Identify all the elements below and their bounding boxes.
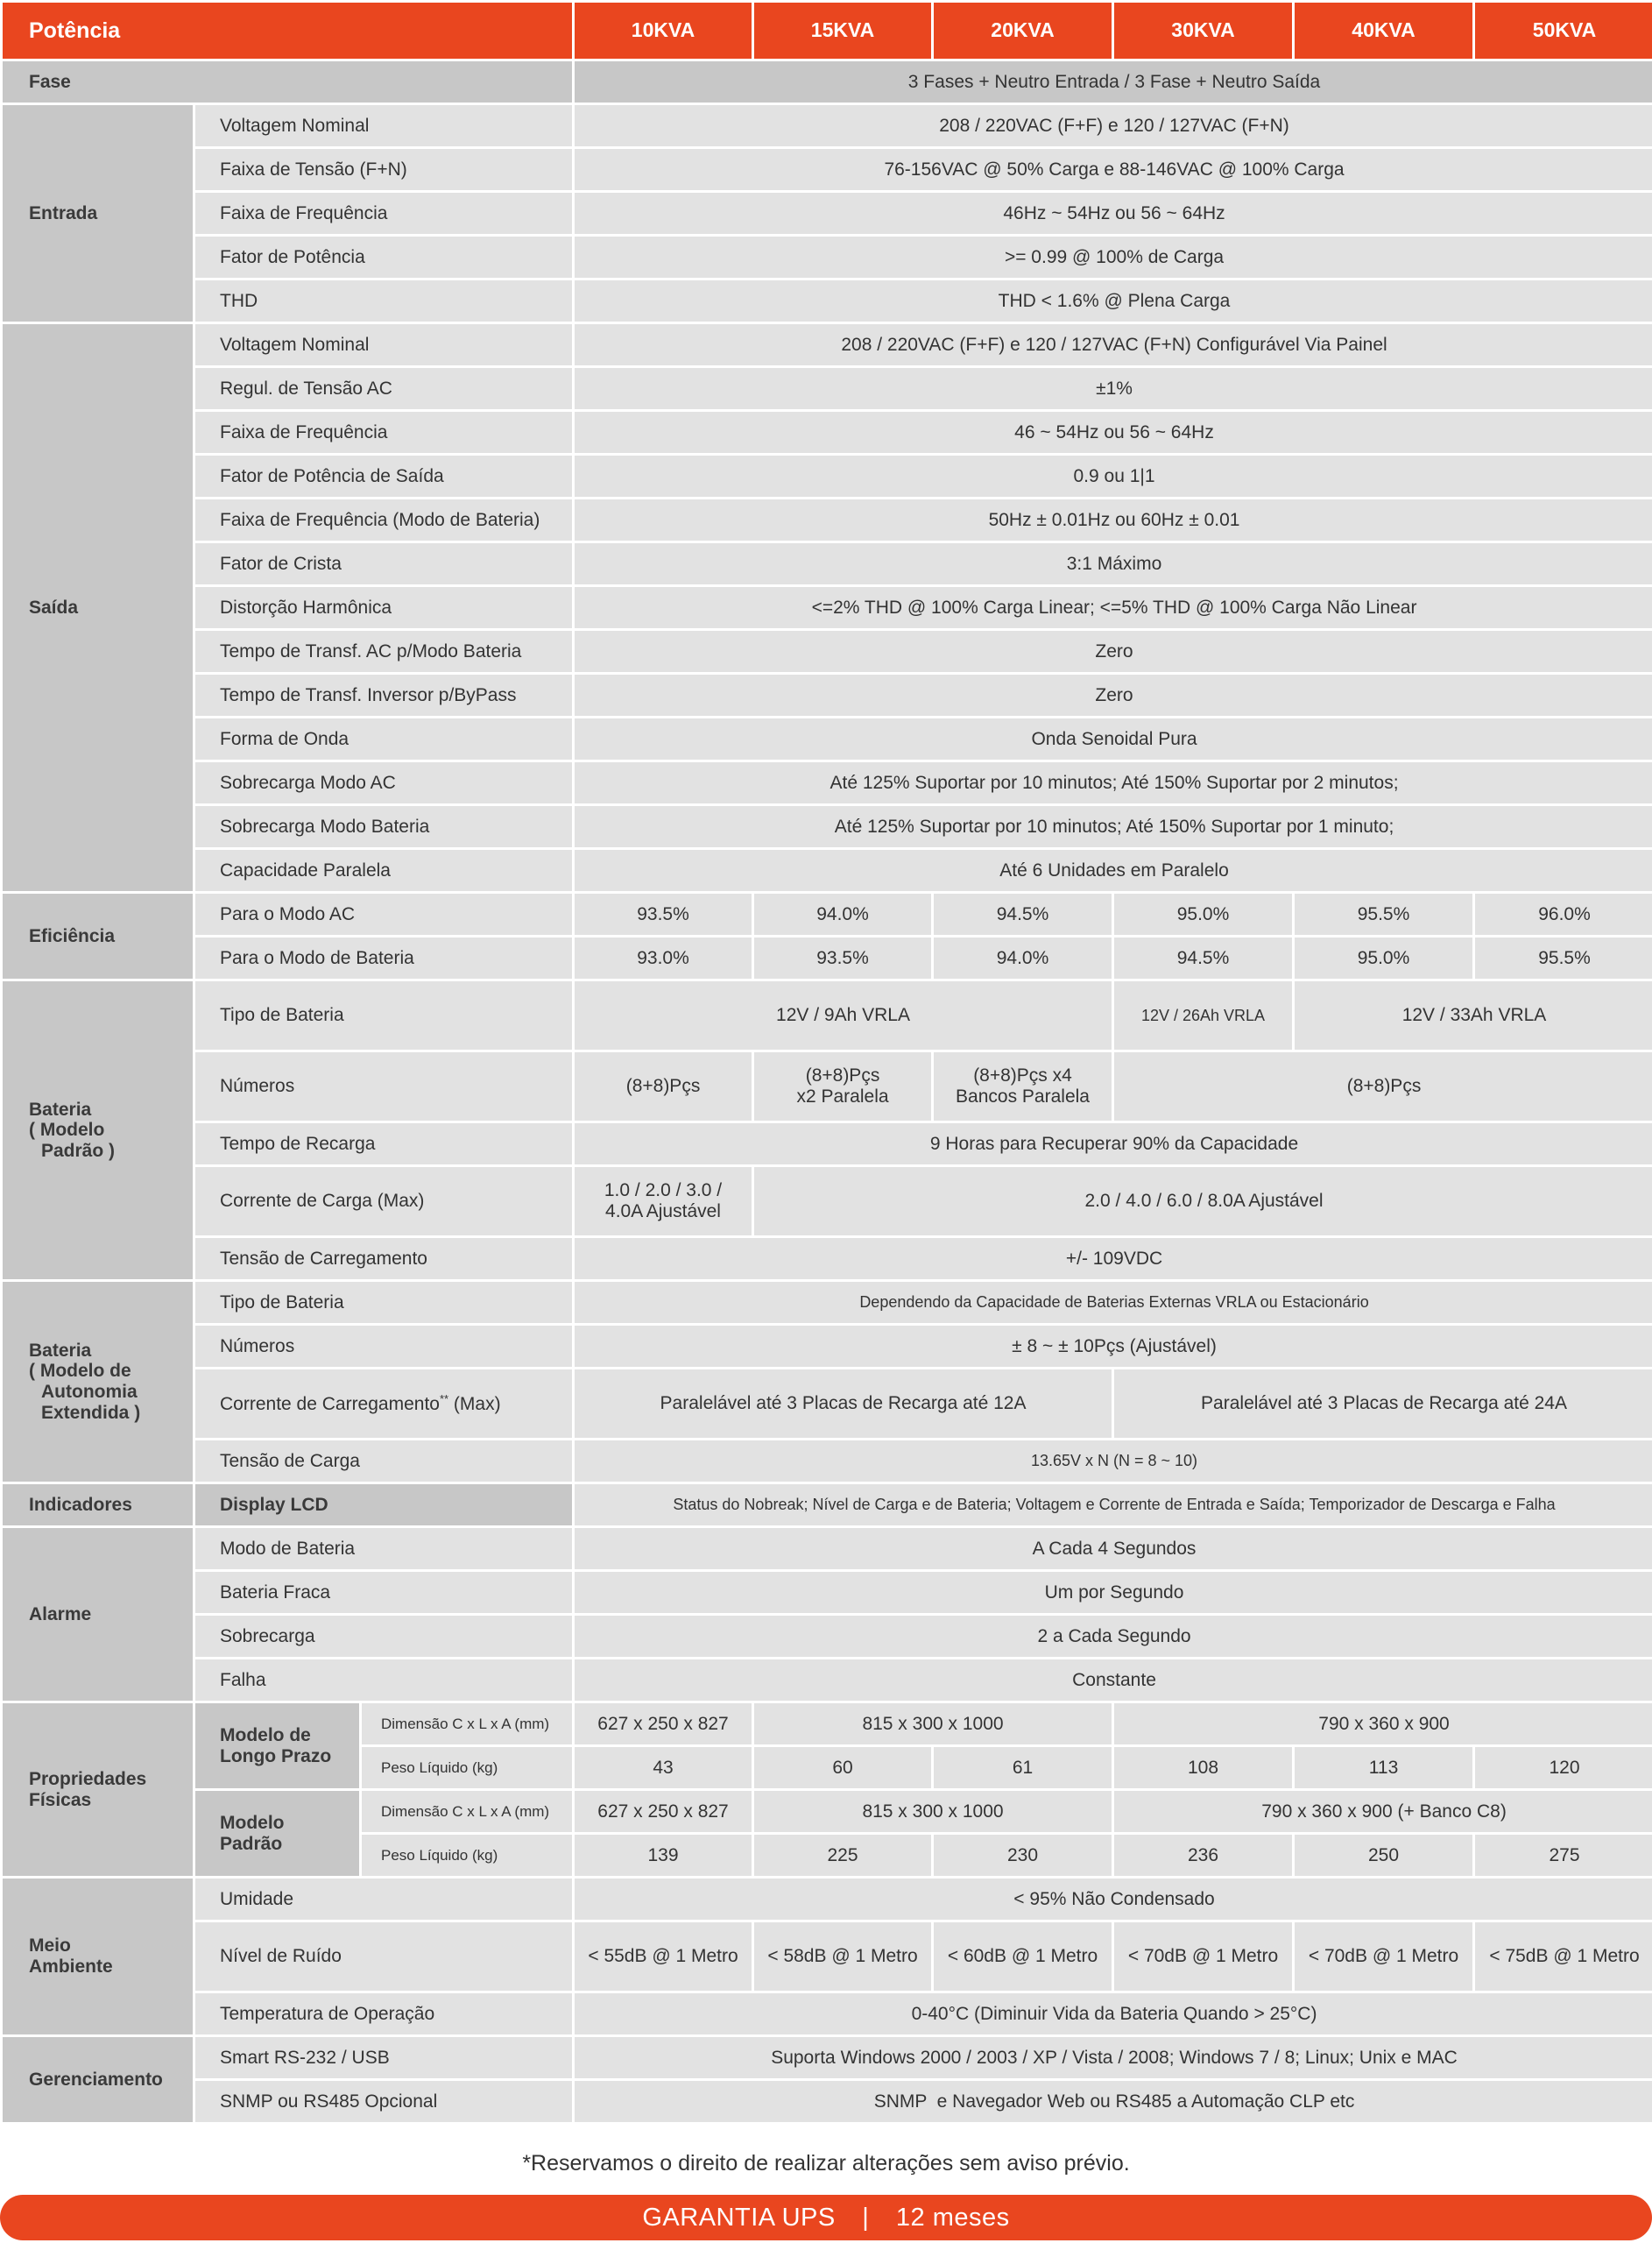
row-label: Modo de Bateria xyxy=(195,1528,572,1569)
group-label: Entrada xyxy=(3,105,193,322)
group-label-line: Meio xyxy=(29,1935,71,1956)
row-value: < 55dB @ 1 Metro xyxy=(575,1922,752,1991)
table-row xyxy=(3,61,1652,103)
table-row xyxy=(3,499,1652,541)
table-row xyxy=(3,762,1652,803)
row-value: Dependendo da Capacidade de Baterias Externas VRLA ou Estacionário xyxy=(575,1282,1652,1323)
table-row xyxy=(3,456,1652,497)
row-value: 3:1 Máximo xyxy=(575,543,1652,584)
table-row xyxy=(3,894,1652,935)
model-15kva: 15KVA xyxy=(754,3,931,59)
row-value: 12V / 26Ah VRLA xyxy=(1114,981,1292,1050)
row-label: SNMP ou RS485 Opcional xyxy=(195,2081,572,2122)
row-label: Distorção Harmônica xyxy=(195,587,572,628)
row-value: 12V / 33Ah VRLA xyxy=(1295,981,1652,1050)
row-value: 95.5% xyxy=(1295,894,1472,935)
row-value: 76-156VAC @ 50% Carga e 88-146VAC @ 100% Carga xyxy=(575,149,1652,190)
group-label: Fase xyxy=(3,61,572,103)
row-label: Sobrecarga Modo Bateria xyxy=(195,806,572,847)
model-20kva: 20KVA xyxy=(934,3,1112,59)
row-label: Falha xyxy=(195,1659,572,1701)
group-label-line: Bateria xyxy=(29,1099,92,1120)
row-label-text: Corrente de Carregamento xyxy=(220,1393,440,1414)
model-50kva: 50KVA xyxy=(1475,3,1652,59)
row-value: 94.5% xyxy=(934,894,1112,935)
warranty-label: GARANTIA UPS xyxy=(642,2204,836,2232)
row-label xyxy=(195,1369,572,1438)
row-value: (8+8)Pçs xyxy=(575,1052,752,1121)
row-value: >= 0.99 @ 100% de Carga xyxy=(575,237,1652,278)
table-row xyxy=(3,1659,1652,1701)
value-line: 1.0 / 2.0 / 3.0 / xyxy=(604,1180,723,1201)
row-label: Tempo de Transf. Inversor p/ByPass xyxy=(195,675,572,716)
row-value: (8+8)Pçs xyxy=(1114,1052,1652,1121)
row-label: Temperatura de Operação xyxy=(195,1993,572,2034)
row-label: Faixa de Frequência (Modo de Bateria) xyxy=(195,499,572,541)
row-label: Tempo de Recarga xyxy=(195,1123,572,1164)
row-value: 94.5% xyxy=(1114,938,1292,979)
table-row xyxy=(3,1326,1652,1367)
subgroup-label-line: Modelo de xyxy=(220,1724,311,1745)
row-label: Números xyxy=(195,1326,572,1367)
group-label xyxy=(3,1879,193,2034)
row-value: 93.5% xyxy=(575,894,752,935)
row-value: 208 / 220VAC (F+F) e 120 / 127VAC (F+N) Configurável Via Painel xyxy=(575,324,1652,365)
row-label: Tensão de Carregamento xyxy=(195,1238,572,1279)
row-value xyxy=(575,1167,752,1235)
row-value: Até 6 Unidades em Paralelo xyxy=(575,850,1652,891)
row-label: Sobrecarga Modo AC xyxy=(195,762,572,803)
row-value: 94.0% xyxy=(754,894,931,935)
row-value: 0-40°C (Diminuir Vida da Bateria Quando > 25°C) xyxy=(575,1993,1652,2034)
table-row xyxy=(3,1791,1652,1832)
row-value: 50Hz ± 0.01Hz ou 60Hz ± 0.01 xyxy=(575,499,1652,541)
group-label: Saída xyxy=(3,324,193,891)
table-row xyxy=(3,543,1652,584)
table-row xyxy=(3,1167,1652,1235)
row-value: 275 xyxy=(1475,1835,1652,1876)
footnote-marker: ** xyxy=(439,1391,449,1405)
group-label: Gerenciamento xyxy=(3,2037,193,2122)
row-value: Onda Senoidal Pura xyxy=(575,718,1652,760)
row-value: SNMP e Navegador Web ou RS485 a Automação CLP etc xyxy=(575,2081,1652,2122)
table-row xyxy=(3,149,1652,190)
table-row xyxy=(3,1572,1652,1613)
row-label: Forma de Onda xyxy=(195,718,572,760)
row-value: <=2% THD @ 100% Carga Linear; <=5% THD @ 100% Carga Não Linear xyxy=(575,587,1652,628)
group-label-line: Bateria xyxy=(29,1340,92,1361)
table-row xyxy=(3,1123,1652,1164)
row-value: Zero xyxy=(575,675,1652,716)
subgroup-label-line: Padrão xyxy=(220,1833,283,1854)
row-value: Paralelável até 3 Placas de Recarga até 24A xyxy=(1114,1369,1652,1438)
group-label-line: Extendida ) xyxy=(41,1402,141,1423)
row-value: 2.0 / 4.0 / 6.0 / 8.0A Ajustável xyxy=(754,1167,1652,1235)
row-label: Peso Líquido (kg) xyxy=(362,1747,572,1788)
row-label: Tipo de Bateria xyxy=(195,981,572,1050)
row-value: 790 x 360 x 900 (+ Banco C8) xyxy=(1114,1791,1652,1832)
row-value: Suporta Windows 2000 / 2003 / XP / Vista / 2008; Windows 7 / 8; Linux; Unix e MAC xyxy=(575,2037,1652,2078)
row-value: A Cada 4 Segundos xyxy=(575,1528,1652,1569)
row-label: Faixa de Frequência xyxy=(195,193,572,234)
warranty-separator: | xyxy=(862,2204,870,2232)
subgroup-label-line: Modelo xyxy=(220,1812,285,1833)
row-value: 96.0% xyxy=(1475,894,1652,935)
group-label-line: Ambiente xyxy=(29,1956,113,1977)
row-label: Fator de Crista xyxy=(195,543,572,584)
row-label: Nível de Ruído xyxy=(195,1922,572,1991)
row-value: 13.65V x N (N = 8 ~ 10) xyxy=(575,1440,1652,1482)
table-row xyxy=(3,806,1652,847)
row-value: 93.5% xyxy=(754,938,931,979)
row-value: 208 / 220VAC (F+F) e 120 / 127VAC (F+N) xyxy=(575,105,1652,146)
row-value: 93.0% xyxy=(575,938,752,979)
row-value: < 70dB @ 1 Metro xyxy=(1114,1922,1292,1991)
table-row xyxy=(3,631,1652,672)
row-value: 46Hz ~ 54Hz ou 56 ~ 64Hz xyxy=(575,193,1652,234)
row-value xyxy=(754,1052,931,1121)
row-value: 108 xyxy=(1114,1747,1292,1788)
table-row xyxy=(3,1369,1652,1438)
row-value: ± 8 ~ ± 10Pçs (Ajustável) xyxy=(575,1326,1652,1367)
table-row xyxy=(3,587,1652,628)
model-10kva: 10KVA xyxy=(575,3,752,59)
row-label: Peso Líquido (kg) xyxy=(362,1835,572,1876)
row-label: Tempo de Transf. AC p/Modo Bateria xyxy=(195,631,572,672)
row-value: 627 x 250 x 827 xyxy=(575,1791,752,1832)
model-30kva: 30KVA xyxy=(1114,3,1292,59)
header-title: Potência xyxy=(3,3,572,59)
warranty-banner xyxy=(0,2195,1652,2240)
table-row xyxy=(3,237,1652,278)
group-label: Eficiência xyxy=(3,894,193,979)
table-row xyxy=(3,368,1652,409)
table-row xyxy=(3,1528,1652,1569)
row-label: Regul. de Tensão AC xyxy=(195,368,572,409)
table-row xyxy=(3,324,1652,365)
row-value: 225 xyxy=(754,1835,931,1876)
row-label: Bateria Fraca xyxy=(195,1572,572,1613)
row-value: 3 Fases + Neutro Entrada / 3 Fase + Neutro Saída xyxy=(575,61,1652,103)
row-label: Dimensão C x L x A (mm) xyxy=(362,1703,572,1744)
header-row xyxy=(3,3,1652,59)
row-label: Números xyxy=(195,1052,572,1121)
row-value: +/- 109VDC xyxy=(575,1238,1652,1279)
row-value: 815 x 300 x 1000 xyxy=(754,1791,1112,1832)
row-value: Até 125% Suportar por 10 minutos; Até 150% Suportar por 2 minutos; xyxy=(575,762,1652,803)
row-value: ±1% xyxy=(575,368,1652,409)
group-label xyxy=(3,1703,193,1876)
table-row xyxy=(3,1052,1652,1121)
row-value: Um por Segundo xyxy=(575,1572,1652,1613)
subgroup-label xyxy=(195,1791,359,1876)
row-label: Para o Modo de Bateria xyxy=(195,938,572,979)
row-value: 60 xyxy=(754,1747,931,1788)
group-label-line: Físicas xyxy=(29,1789,92,1810)
group-label-line: Autonomia xyxy=(41,1382,138,1402)
row-label: Tensão de Carga xyxy=(195,1440,572,1482)
row-label: Voltagem Nominal xyxy=(195,105,572,146)
group-label-line: Propriedades xyxy=(29,1768,147,1789)
table-row xyxy=(3,2037,1652,2078)
row-label-suffix: (Max) xyxy=(448,1393,501,1414)
row-label: Smart RS-232 / USB xyxy=(195,2037,572,2078)
row-label: Sobrecarga xyxy=(195,1616,572,1657)
group-label-line: ( Modelo de xyxy=(29,1361,131,1382)
warranty-duration: 12 meses xyxy=(895,2204,1010,2232)
value-line: x2 Paralela xyxy=(796,1086,889,1107)
row-value: Constante xyxy=(575,1659,1652,1701)
row-label: Voltagem Nominal xyxy=(195,324,572,365)
row-label: THD xyxy=(195,280,572,322)
table-row xyxy=(3,1484,1652,1525)
row-value: 250 xyxy=(1295,1835,1472,1876)
row-value: < 70dB @ 1 Metro xyxy=(1295,1922,1472,1991)
table-row xyxy=(3,1616,1652,1657)
table-row xyxy=(3,412,1652,453)
table-row xyxy=(3,850,1652,891)
row-value: Zero xyxy=(575,631,1652,672)
group-label xyxy=(3,1282,193,1482)
row-label: Display LCD xyxy=(195,1484,572,1525)
row-value: < 60dB @ 1 Metro xyxy=(934,1922,1112,1991)
row-value: Status do Nobreak; Nível de Carga e de Bateria; Voltagem e Corrente de Entrada e Saída; Temporizador de Descarga e Falha xyxy=(575,1484,1652,1525)
row-label: Faixa de Frequência xyxy=(195,412,572,453)
table-row xyxy=(3,718,1652,760)
group-label xyxy=(3,981,193,1279)
table-row xyxy=(3,2081,1652,2122)
row-value: 2 a Cada Segundo xyxy=(575,1616,1652,1657)
value-line: Bancos Paralela xyxy=(956,1086,1090,1107)
value-line: (8+8)Pçs xyxy=(805,1065,880,1086)
subgroup-label-line: Longo Prazo xyxy=(220,1745,332,1766)
row-value: 46 ~ 54Hz ou 56 ~ 64Hz xyxy=(575,412,1652,453)
row-value: 230 xyxy=(934,1835,1112,1876)
row-value: 790 x 360 x 900 xyxy=(1114,1703,1652,1744)
row-value: 113 xyxy=(1295,1747,1472,1788)
row-value: 12V / 9Ah VRLA xyxy=(575,981,1112,1050)
row-value: 95.0% xyxy=(1114,894,1292,935)
row-value: 120 xyxy=(1475,1747,1652,1788)
row-value: 815 x 300 x 1000 xyxy=(754,1703,1112,1744)
row-value: 0.9 ou 1|1 xyxy=(575,456,1652,497)
subgroup-label xyxy=(195,1703,359,1788)
disclaimer-note: *Reservamos o direito de realizar alterações sem aviso prévio. xyxy=(522,2151,1130,2176)
table-row xyxy=(3,193,1652,234)
row-value: 9 Horas para Recuperar 90% da Capacidade xyxy=(575,1123,1652,1164)
row-value xyxy=(934,1052,1112,1121)
table-row xyxy=(3,1879,1652,1920)
table-row xyxy=(3,675,1652,716)
table-row xyxy=(3,1922,1652,1991)
row-value: < 75dB @ 1 Metro xyxy=(1475,1922,1652,1991)
table-row xyxy=(3,1993,1652,2034)
table-row xyxy=(3,981,1652,1050)
group-label-line: Padrão ) xyxy=(41,1140,116,1161)
table-row xyxy=(3,1238,1652,1279)
table-row xyxy=(3,1703,1652,1744)
row-label: Tipo de Bateria xyxy=(195,1282,572,1323)
row-label: Umidade xyxy=(195,1879,572,1920)
row-label: Fator de Potência de Saída xyxy=(195,456,572,497)
row-value: 43 xyxy=(575,1747,752,1788)
table-row xyxy=(3,938,1652,979)
row-label: Corrente de Carga (Max) xyxy=(195,1167,572,1235)
value-line: 4.0A Ajustável xyxy=(605,1201,721,1221)
row-label: Faixa de Tensão (F+N) xyxy=(195,149,572,190)
group-label-line: ( Modelo xyxy=(29,1120,105,1141)
value-line: (8+8)Pçs x4 xyxy=(973,1065,1072,1086)
group-label: Indicadores xyxy=(3,1484,193,1525)
row-value: 95.5% xyxy=(1475,938,1652,979)
model-40kva: 40KVA xyxy=(1295,3,1472,59)
row-value: < 58dB @ 1 Metro xyxy=(754,1922,931,1991)
row-label: Capacidade Paralela xyxy=(195,850,572,891)
row-value: < 95% Não Condensado xyxy=(575,1879,1652,1920)
row-label: Dimensão C x L x A (mm) xyxy=(362,1791,572,1832)
row-value: 236 xyxy=(1114,1835,1292,1876)
row-value: Paralelável até 3 Placas de Recarga até 12A xyxy=(575,1369,1112,1438)
row-value: Até 125% Suportar por 10 minutos; Até 150% Suportar por 1 minuto; xyxy=(575,806,1652,847)
row-value: 139 xyxy=(575,1835,752,1876)
row-label: Fator de Potência xyxy=(195,237,572,278)
table-row xyxy=(3,1440,1652,1482)
row-label: Para o Modo AC xyxy=(195,894,572,935)
row-value: THD < 1.6% @ Plena Carga xyxy=(575,280,1652,322)
row-value: 61 xyxy=(934,1747,1112,1788)
group-label: Alarme xyxy=(3,1528,193,1701)
row-value: 627 x 250 x 827 xyxy=(575,1703,752,1744)
table-row xyxy=(3,105,1652,146)
row-value: 94.0% xyxy=(934,938,1112,979)
row-value: 95.0% xyxy=(1295,938,1472,979)
table-row xyxy=(3,1282,1652,1323)
table-row xyxy=(3,280,1652,322)
